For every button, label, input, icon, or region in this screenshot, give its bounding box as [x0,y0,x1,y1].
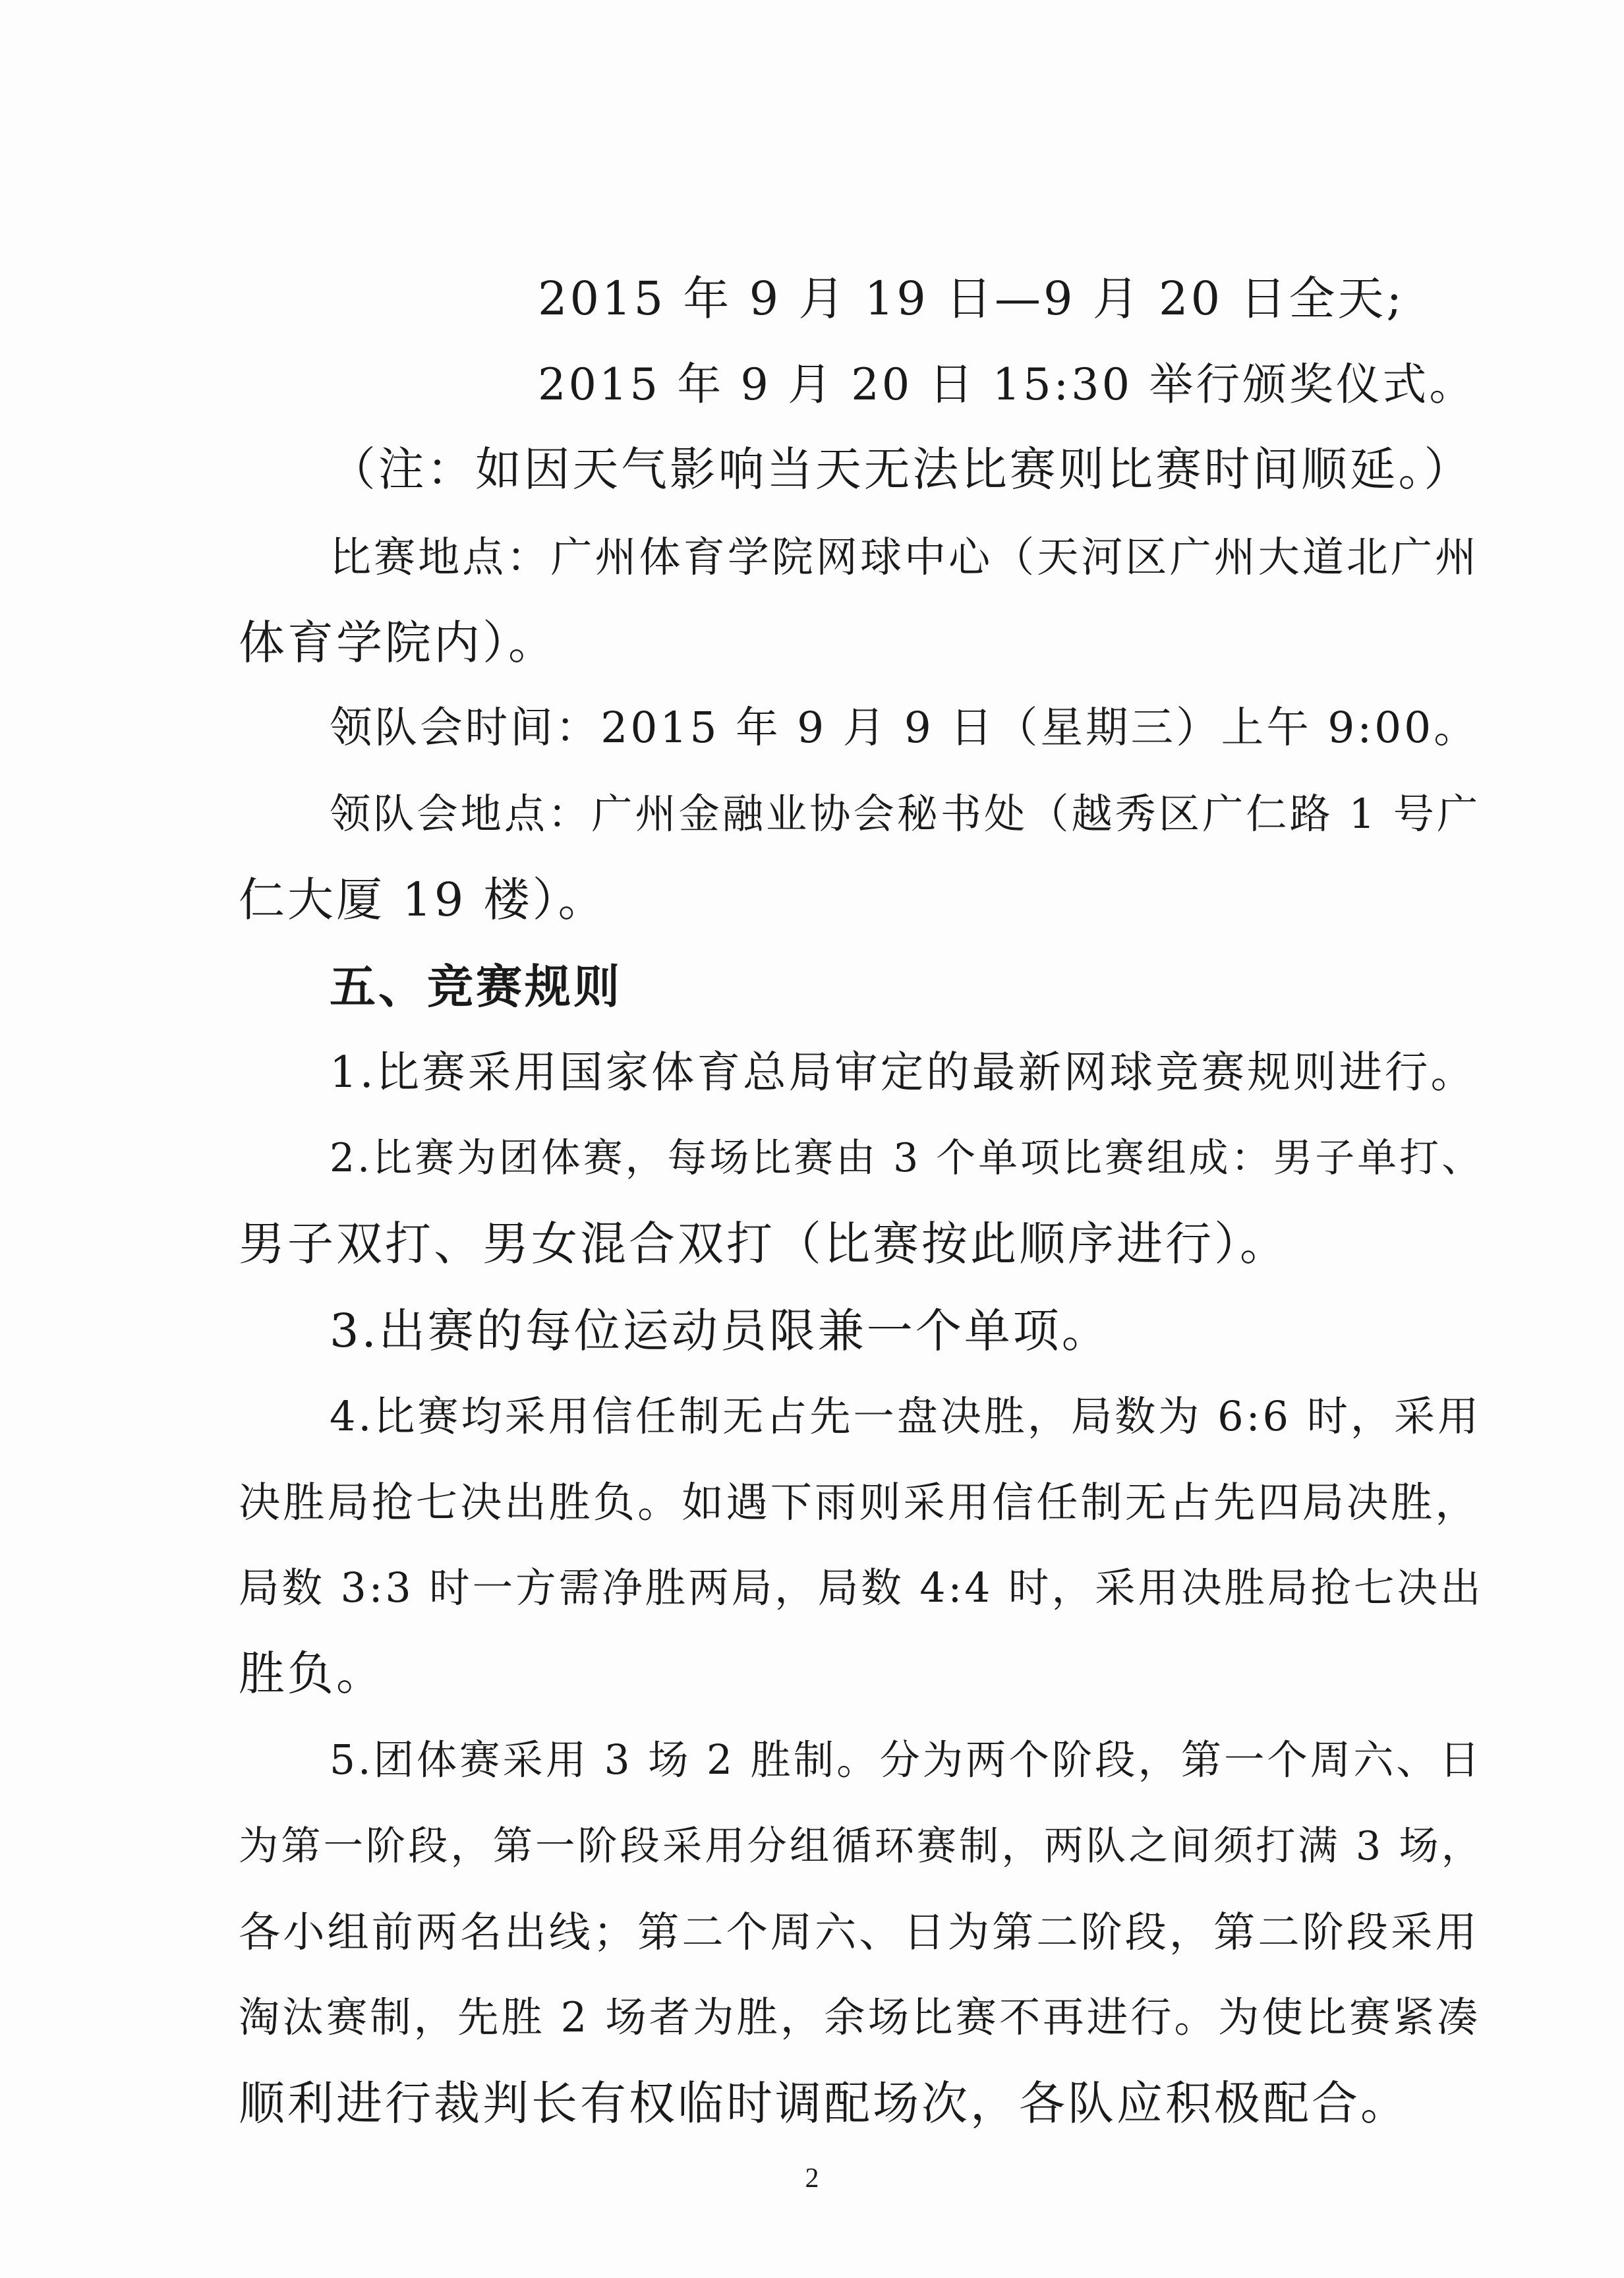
rule-5-line-5: 顺利进行裁判长有权临时调配场次，各队应积极配合。 [239,2076,1409,2130]
rule-3: 3.出赛的每位运动员限兼一个单项。 [330,1304,1111,1358]
rule-4-line-3: 局数 3:3 时一方需净胜两局，局数 4:4 时，采用决胜局抢七决出 [239,1564,1484,1612]
rule-4-line-4: 胜负。 [239,1647,385,1701]
rule-2-line-2: 男子双打、男女混合双打（比赛按此顺序进行）。 [239,1217,1289,1271]
venue-line-1: 比赛地点：广州体育学院网球中心（天河区广州大道北广州 [330,533,1480,581]
meeting-place-line-2: 仁大厦 19 楼）。 [239,873,607,927]
rule-5-line-4: 淘汰赛制，先胜 2 场者为胜，余场比赛不再进行。为使比赛紧凑 [239,1993,1481,2041]
rule-5-line-1: 5.团体赛采用 3 场 2 胜制。分为两个阶段，第一个周六、日 [330,1737,1483,1784]
venue-line-2: 体育学院内）。 [239,616,557,670]
section-heading-rules: 五、竞赛规则 [330,959,622,1014]
schedule-line-1: 2015 年 9 月 19 日—9 月 20 日全天; [538,272,1405,326]
rule-1: 1.比赛采用国家体育总局审定的最新网球竞赛规则进行。 [330,1047,1477,1097]
meeting-place-line-1: 领队会地点：广州金融业协会秘书处（越秀区广仁路 1 号广 [330,790,1481,838]
page-number: 2 [805,2163,819,2194]
rule-4-line-2: 决胜局抢七决出胜负。如遇下雨则采用信任制无占先四局决胜， [239,1478,1480,1527]
schedule-line-2: 2015 年 9 月 20 日 15:30 举行颁奖仪式。 [538,359,1476,410]
rule-5-line-3: 各小组前两名出线；第二个周六、日为第二阶段，第二阶段采用 [239,1908,1480,1956]
rule-5-line-2: 为第一阶段，第一阶段采用分组循环赛制，两队之间须打满 3 场， [239,1823,1484,1869]
meeting-time: 领队会时间：2015 年 9 月 9 日（星期三）上午 9:00。 [330,703,1479,753]
rule-2-line-1: 2.比赛为团体赛，每场比赛由 3 个单项比赛组成：男子单打、 [330,1135,1484,1181]
rule-4-line-1: 4.比赛均采用信任制无占先一盘决胜，局数为 6:6 时，采用 [330,1392,1482,1440]
weather-note: （注：如因天气影响当天无法比赛则比赛时间顺延。） [330,443,1473,496]
